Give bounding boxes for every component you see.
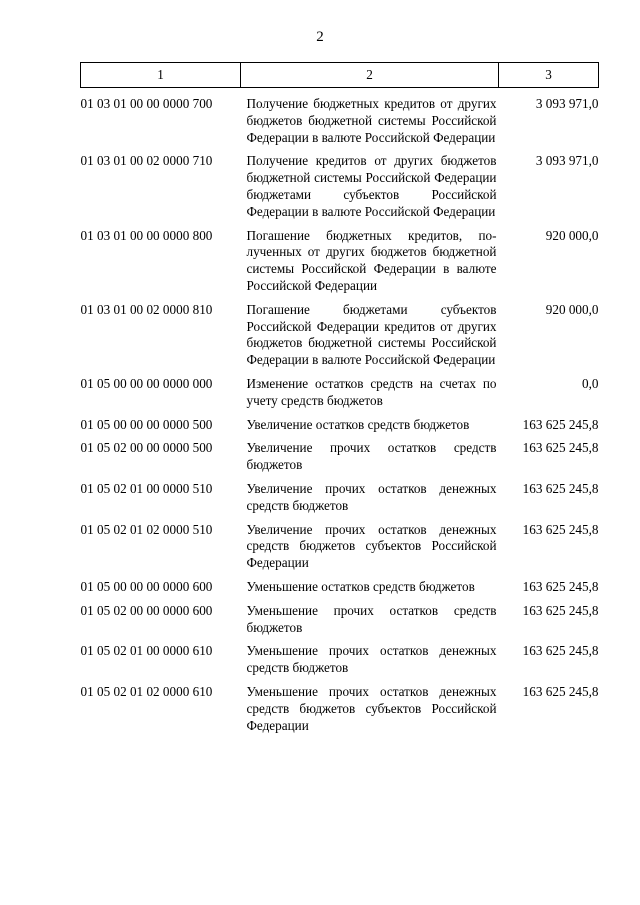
table-header bbox=[81, 63, 599, 88]
row-amount: 163 625 245,8 bbox=[522, 602, 599, 618]
row-name: Увеличение прочих остатков денежных средств бюджетов субъектов Российской Федерации bbox=[246, 521, 497, 571]
table-row bbox=[81, 88, 599, 154]
row-amount: 163 625 245,8 bbox=[522, 416, 599, 432]
row-amount: 920 000,0 bbox=[545, 301, 599, 317]
row-amount: 163 625 245,8 bbox=[522, 521, 599, 537]
row-amount: 0,0 bbox=[582, 375, 599, 391]
row-code: 01 05 02 01 00 0000 610 bbox=[80, 643, 213, 659]
table-row bbox=[81, 643, 599, 684]
column-header-name: 2 bbox=[241, 63, 499, 88]
table-row bbox=[81, 522, 599, 579]
row-amount: 163 625 245,8 bbox=[522, 683, 599, 699]
row-amount: 163 625 245,8 bbox=[522, 480, 599, 496]
table-row bbox=[81, 603, 599, 644]
row-name: Уменьшение прочих остатков денежных средств бюджетов субъектов Российской Федерации bbox=[246, 683, 497, 733]
row-code: 01 03 01 00 00 0000 800 bbox=[80, 227, 213, 243]
row-code: 01 03 01 00 02 0000 810 bbox=[80, 301, 213, 317]
table-row bbox=[81, 579, 599, 603]
row-code: 01 05 02 01 02 0000 610 bbox=[80, 683, 213, 699]
row-name: Получение бюджетных кредитов от других бюджетов бюджетной системы Российской Федерации в валюте Российской Федерации bbox=[246, 96, 497, 145]
table-row bbox=[81, 376, 599, 417]
row-amount: 163 625 245,8 bbox=[522, 643, 599, 659]
row-name: Увеличение прочих остатков средств бюджетов bbox=[246, 440, 497, 473]
table-row bbox=[81, 684, 599, 741]
row-code: 01 03 01 00 02 0000 710 bbox=[80, 153, 213, 169]
row-code: 01 05 00 00 00 0000 500 bbox=[80, 416, 213, 432]
row-name: Изменение остатков средств на счетах по учету средств бюджетов bbox=[246, 375, 497, 408]
row-code: 01 05 02 00 00 0000 500 bbox=[80, 440, 213, 456]
row-code: 01 05 02 00 00 0000 600 bbox=[80, 602, 213, 618]
row-code: 01 05 00 00 00 0000 600 bbox=[80, 578, 213, 594]
column-header-amount: 3 bbox=[499, 63, 599, 88]
row-name: Получение кредитов от других бюджетов бюджетной системы Российской Федерации бюджетами субъектов Российской Федерации в валюте Российской Федерации bbox=[246, 153, 497, 219]
row-code: 01 05 02 01 02 0000 510 bbox=[80, 521, 213, 537]
header-row bbox=[81, 63, 599, 88]
row-amount: 3 093 971,0 bbox=[535, 153, 599, 169]
row-code: 01 05 00 00 00 0000 000 bbox=[80, 375, 213, 391]
page-number: 2 bbox=[316, 29, 324, 45]
table-row bbox=[81, 228, 599, 302]
table-row bbox=[81, 481, 599, 522]
row-code: 01 05 02 01 00 0000 510 bbox=[80, 480, 213, 496]
row-amount: 163 625 245,8 bbox=[522, 440, 599, 456]
row-amount: 163 625 245,8 bbox=[522, 578, 599, 594]
row-code: 01 03 01 00 00 0000 700 bbox=[80, 96, 213, 111]
row-name: Увеличение остатков средств бюджетов bbox=[246, 416, 470, 432]
row-name: Увеличение прочих остатков денежных средств бюджетов bbox=[246, 480, 497, 513]
row-name: Уменьшение остатков средств бюджетов bbox=[246, 578, 475, 594]
row-name: Погашение бюджетных кредитов, полученных от других бюджетов бюджетной системы Российской Федерации в валюте Российской Федерации bbox=[246, 227, 497, 293]
table-row bbox=[81, 302, 599, 376]
column-header-code: 1 bbox=[81, 63, 241, 88]
row-name: Уменьшение прочих остатков средств бюджетов bbox=[246, 602, 497, 635]
row-name: Уменьшение прочих остатков денежных средств бюджетов bbox=[246, 643, 497, 676]
table-row bbox=[81, 417, 599, 441]
table-row bbox=[81, 440, 599, 481]
table-row bbox=[81, 153, 599, 227]
budget-sources-table bbox=[80, 62, 599, 741]
row-name: Погашение бюджетами субъектов Российской Федерации кредитов от других бюджетов бюджетной системы Российской Федерации в валюте Российской Федерации bbox=[246, 301, 497, 368]
row-amount: 3 093 971,0 bbox=[535, 96, 599, 111]
table-body bbox=[81, 88, 599, 742]
row-amount: 920 000,0 bbox=[545, 227, 599, 243]
